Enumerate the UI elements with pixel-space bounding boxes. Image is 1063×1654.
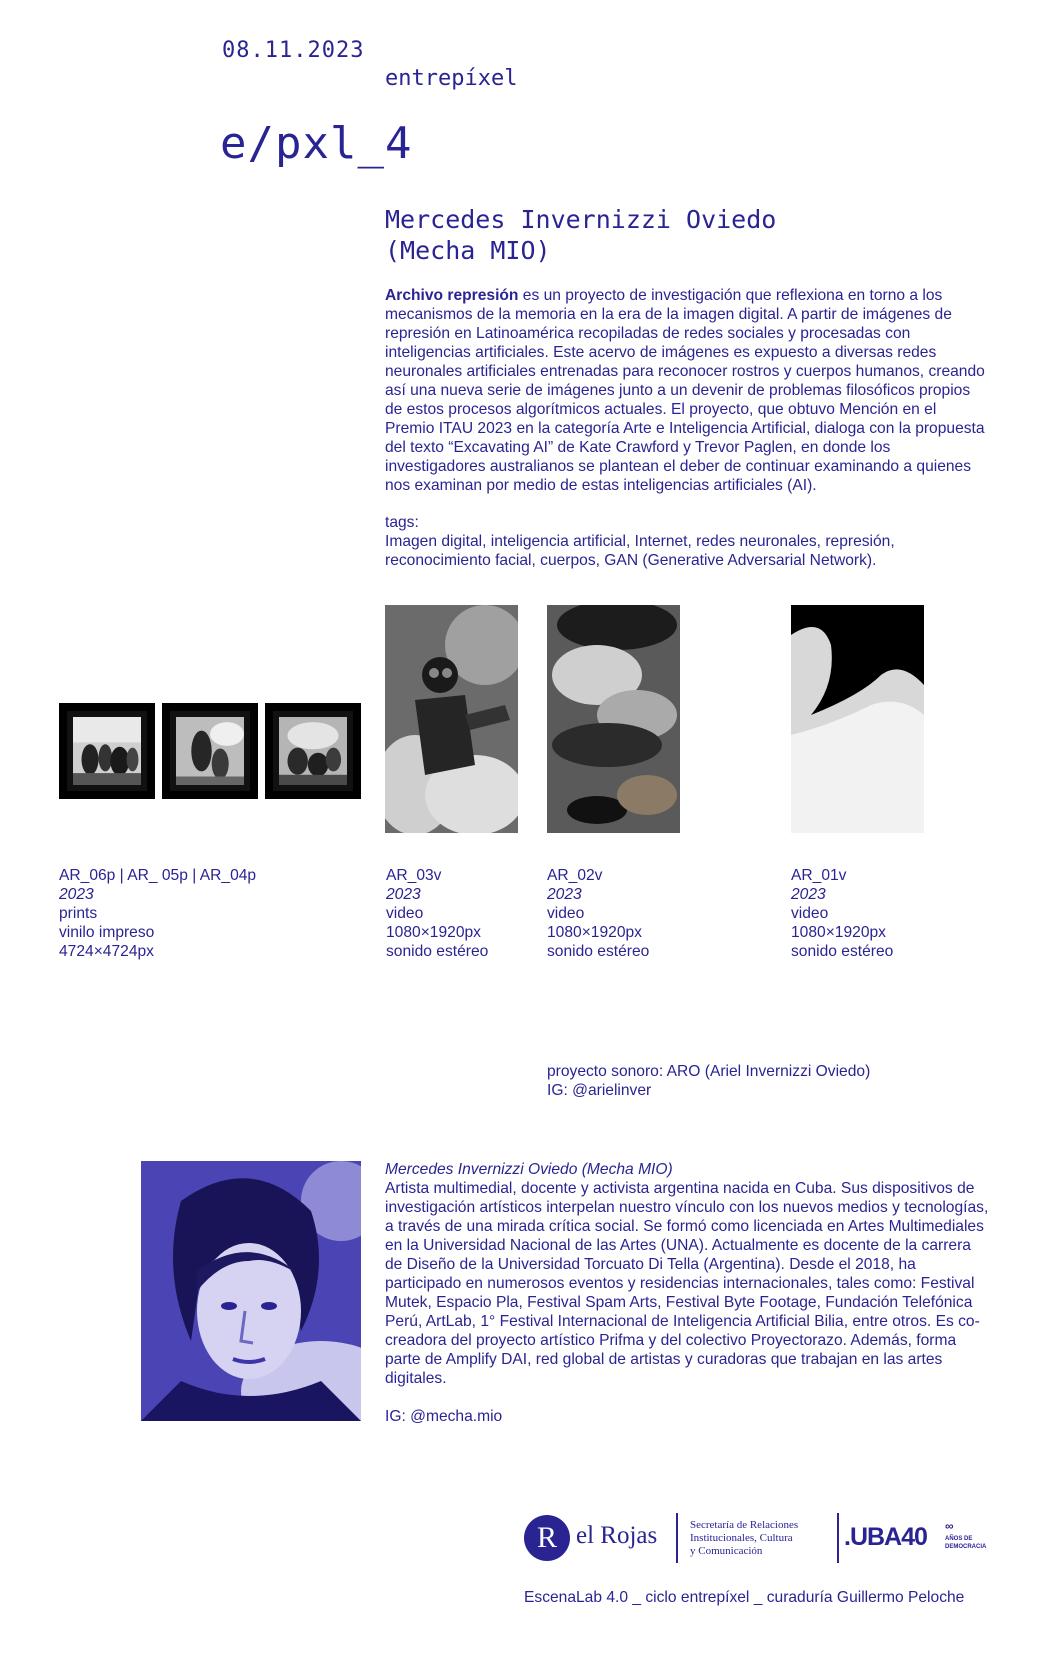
sound-credit-ig[interactable]: IG: @arielinver	[547, 1082, 652, 1099]
work-type: video	[386, 905, 424, 922]
video-image-ar01v	[791, 605, 924, 833]
rojas-logo-icon: R	[524, 1515, 570, 1561]
uba-logo: .UBA40	[844, 1523, 927, 1551]
bio-name: Mercedes Invernizzi Oviedo (Mecha MIO)	[385, 1161, 673, 1178]
print-thumbnail-ar04p	[265, 703, 361, 799]
work-year: 2023	[547, 886, 582, 903]
work-detail: 1080×1920px	[547, 924, 642, 941]
work-type: video	[547, 905, 585, 922]
video-image-ar02v	[547, 605, 680, 833]
artist-name-line2: (Mecha MIO)	[385, 236, 551, 265]
work-meta-ar02v	[547, 866, 697, 961]
rojas-logo-text: el Rojas	[576, 1522, 658, 1549]
work-id: AR_06p | AR_ 05p | AR_04p	[59, 867, 257, 884]
footer-credit: EscenaLab 4.0 _ ciclo entrepíxel _ curaduría Guillermo Peloche	[524, 1589, 965, 1606]
sound-credit-line: proyecto sonoro: ARO (Ariel Invernizzi Oviedo)	[547, 1063, 871, 1080]
work-meta-prints	[59, 866, 359, 961]
artist-bio	[385, 1160, 990, 1426]
project-description-text: es un proyecto de investigación que reflexiona en torno a los mecanismos de la memoria en la era de la imagen digital. A partir de imágenes de represión en Latinoamérica recopiladas de redes sociales y procesadas con inteligencias artificiales. Este acervo de imágenes es expuesto a diversas redes neuronales artificiales entrenadas para reconocer rostros y cuerpos humanos, creando así una nueva serie de imágenes junto a un devenir de problemas filosóficos propios de estos procesos algorítmicos actuales. El proyecto, que obtuvo Mención en el Premio ITAU 2023 en la categoría Arte e Inteligencia Artificial, dialoga con la propuesta del texto “Excavating AI” de Kate Crawford y Trevor Paglen, en donde los investigadores australianos se plantean el deber de continuar examinando a quienes nos examinan por medio de estas inteligencias artificiales (AI).	[385, 287, 985, 494]
work-detail: vinilo impreso	[59, 924, 155, 941]
print-thumbnail-ar05p	[162, 703, 258, 799]
project-description	[385, 286, 985, 495]
edition-code: e/pxl_4	[220, 118, 413, 169]
project-title: Archivo represión	[385, 287, 519, 304]
artist-portrait	[141, 1161, 361, 1421]
work-detail: sonido estéreo	[386, 943, 489, 960]
artist-name	[385, 204, 985, 266]
video-thumbnail-ar03v	[385, 605, 518, 833]
work-detail: 1080×1920px	[791, 924, 886, 941]
work-detail: sonido estéreo	[547, 943, 650, 960]
uba-sub-line: AÑOS DE	[945, 1536, 973, 1542]
print-image-3	[279, 717, 347, 785]
work-type: prints	[59, 905, 98, 922]
work-meta-ar01v	[791, 866, 941, 961]
work-year: 2023	[59, 886, 94, 903]
print-image-2	[176, 717, 244, 785]
portrait-image	[141, 1161, 361, 1421]
logo-divider	[676, 1513, 678, 1563]
work-detail: sonido estéreo	[791, 943, 894, 960]
sound-credit	[547, 1062, 870, 1100]
logo-divider	[837, 1513, 839, 1563]
work-detail: 4724×4724px	[59, 943, 154, 960]
print-thumbnail-ar06p	[59, 703, 155, 799]
secretaria-line: Institucionales, Cultura	[690, 1532, 793, 1544]
video-thumbnail-ar02v	[547, 605, 680, 833]
work-meta-ar03v	[386, 866, 536, 961]
work-id: AR_03v	[386, 867, 442, 884]
secretaria-line: y Comunicación	[690, 1545, 763, 1557]
work-year: 2023	[791, 886, 826, 903]
print-image-1	[73, 717, 141, 785]
work-type: video	[791, 905, 829, 922]
work-id: AR_02v	[547, 867, 603, 884]
uba-sub-line: DEMOCRACIA	[945, 1544, 987, 1550]
tags-label: tags:	[385, 514, 419, 531]
uba-logo-subtitle	[945, 1535, 986, 1551]
secretaria-logo	[690, 1519, 798, 1558]
work-id: AR_01v	[791, 867, 847, 884]
infinity-icon: ∞	[945, 1519, 954, 1533]
work-year: 2023	[386, 886, 421, 903]
bio-text: Artista multimedial, docente y activista argentina nacida en Cuba. Sus dispositivos de investigación artísticos interpelan nuestro vínculo con los nuevos medios y tecnologías, a través de una mirada crítica social. Se formó como licenciada en Artes Multimediales en la Universidad Nacional de las Artes (UNA). Actualmente es docente de la carrera de Diseño de la Universidad Torcuato Di Tella (Argentina). Desde el 2018, ha participado en numerosos eventos y residencias internacionales, tales como: Festival Mutek, Espacio Pla, Festival Spam Arts, Festival Byte Footage, Fundación Telefónica Perú, ArtLab, 1° Festival Internacional de Inteligencia Artificial Bilia, entre otros. Es co-creadora del proyecto artístico Prifma y del colectivo Proyectorazo. Además, forma parte de Amplify DAI, red global de artistas y curadoras que trabajan en las artes digitales.	[385, 1180, 989, 1387]
secretaria-line: Secretaría de Relaciones	[690, 1519, 799, 1531]
work-detail: 1080×1920px	[386, 924, 481, 941]
video-thumbnail-ar01v	[791, 605, 924, 833]
series-name: entrepíxel	[385, 66, 518, 91]
tags-list: Imagen digital, inteligencia artificial, Internet, redes neuronales, represión, reconocimiento facial, cuerpos, GAN (Generative Adversarial Network).	[385, 533, 895, 569]
tags-block	[385, 513, 985, 570]
artist-name-line1: Mercedes Invernizzi Oviedo	[385, 205, 777, 234]
event-date: 08.11.2023	[222, 38, 365, 63]
video-image-ar03v	[385, 605, 518, 833]
sponsor-logos	[524, 1513, 994, 1565]
bio-instagram[interactable]: IG: @mecha.mio	[385, 1408, 503, 1425]
